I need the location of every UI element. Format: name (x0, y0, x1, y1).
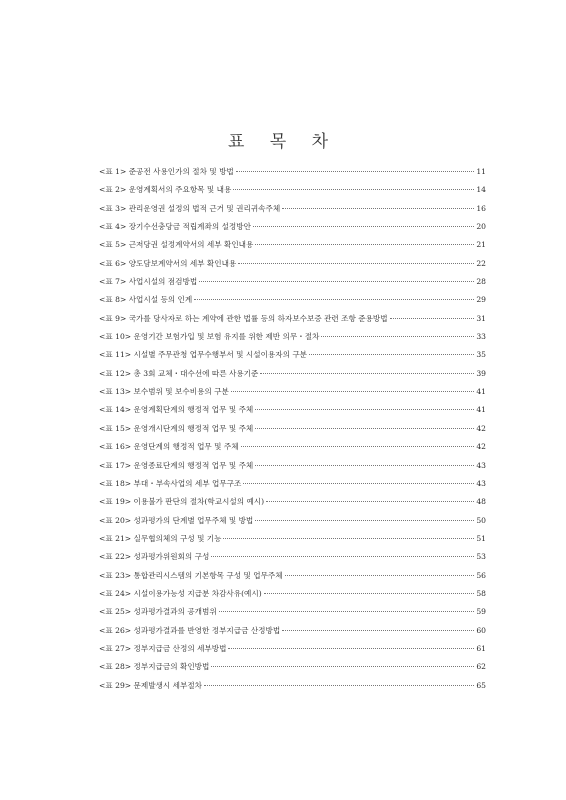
toc-entry-page-number: 43 (476, 460, 486, 470)
toc-entry-label: <표 14> 운영계획단계의 행정적 업무 및 주체 (99, 405, 254, 415)
toc-entry[interactable] (99, 661, 486, 679)
toc-entry-page-number: 11 (476, 167, 486, 176)
dot-leader (228, 648, 474, 649)
toc-entry[interactable] (99, 276, 486, 294)
toc-entry[interactable] (99, 331, 486, 349)
toc-entry[interactable] (99, 496, 486, 514)
toc-entry-label: <표 1> 준공전 사용인가의 절차 및 방법 (99, 167, 234, 176)
toc-entry-page-number: 42 (476, 442, 486, 452)
toc-entry-page-number: 60 (476, 625, 486, 635)
toc-entry-page-number: 31 (476, 313, 486, 323)
dot-leader (243, 483, 474, 484)
dot-leader (390, 318, 475, 319)
toc-entry-page-number: 43 (476, 478, 486, 488)
toc-entry-label: <표 12> 총 3회 교체・대수선에 따른 사용기준 (99, 368, 259, 378)
toc-entry-page-number: 48 (476, 497, 486, 507)
toc-entry-label: <표 28> 정부지급금의 확인방법 (99, 662, 210, 672)
toc-entry-label: <표 27> 정부지급금 산정의 세부방법 (99, 643, 227, 653)
dot-leader (238, 263, 474, 264)
toc-entry-page-number: 59 (476, 607, 486, 617)
dot-leader (255, 428, 474, 429)
toc-entry-label: <표 22> 성과평가위원회의 구성 (99, 552, 210, 562)
toc-entry-page-number: 41 (476, 405, 486, 415)
toc-entry-label: <표 29> 문제발생시 세부절차 (99, 680, 202, 690)
toc-entry-label: <표 24> 시설이용가능성 지급분 차감사유(예시) (99, 588, 262, 598)
toc-entry-label: <표 26> 성과평가결과를 반영한 정부지급금 산정방법 (99, 625, 281, 635)
toc-entry-label: <표 9> 국가를 당사자로 하는 계약에 관한 법률 등의 하자보수보증 관련 조항 준용방법 (99, 313, 388, 323)
dot-leader (219, 611, 475, 612)
toc-entry[interactable] (99, 588, 486, 606)
toc-entry-page-number: 21 (476, 240, 486, 250)
dot-leader (285, 575, 475, 576)
toc-entry-page-number: 28 (476, 277, 486, 287)
toc-entry[interactable] (99, 643, 486, 661)
toc-entry-label: <표 20> 성과평가의 단계별 업무주체 및 방법 (99, 515, 254, 525)
dot-leader (233, 189, 474, 190)
dot-leader (321, 336, 474, 337)
toc-entry-page-number: 16 (476, 203, 486, 213)
dot-leader (223, 538, 474, 539)
toc-entry[interactable] (99, 258, 486, 276)
dot-leader (194, 299, 474, 300)
page-title: 표 목 차 (227, 132, 339, 152)
toc-entry[interactable] (99, 441, 486, 459)
dot-leader (282, 208, 474, 209)
toc-entry-label: <표 5> 근저당권 설정계약서의 세부 확인내용 (99, 240, 254, 250)
toc-entry[interactable] (99, 551, 486, 569)
toc-entry-page-number: 20 (476, 222, 486, 232)
toc-entry-label: <표 10> 운영기간 보험가입 및 보험 유지를 위한 제반 의무・절차 (99, 332, 320, 342)
toc-entry-label: <표 16> 운영단계의 행정적 업무 및 주체 (99, 442, 239, 452)
toc-entry-page-number: 62 (476, 662, 486, 672)
dot-leader (255, 520, 474, 521)
dot-leader (211, 666, 474, 667)
toc-entry[interactable] (99, 404, 486, 422)
toc-entry-page-number: 53 (476, 552, 486, 562)
toc-entry-label: <표 25> 성과평가결과의 공개범위 (99, 607, 217, 617)
toc-entry-page-number: 22 (476, 258, 486, 268)
toc-entry-label: <표 7> 사업시설의 점검방법 (99, 277, 198, 287)
dot-leader (255, 409, 474, 410)
dot-leader (266, 501, 474, 502)
dot-leader (264, 593, 475, 594)
dot-leader (236, 171, 475, 172)
toc-entry-label: <표 21> 실무협의체의 구성 및 기능 (99, 533, 222, 543)
dot-leader (282, 630, 474, 631)
toc-entry[interactable] (99, 349, 486, 367)
toc-entry-page-number: 35 (476, 350, 486, 360)
toc-entry-page-number: 56 (476, 570, 486, 580)
toc-entry-page-number: 39 (476, 368, 486, 378)
dot-leader (204, 685, 474, 686)
toc-entry-page-number: 58 (476, 588, 486, 598)
toc-entry[interactable] (99, 294, 486, 312)
toc-entry-label: <표 23> 통합관리시스템의 기본항목 구성 및 업무주체 (99, 570, 283, 580)
toc-entry[interactable] (99, 166, 486, 184)
toc-entry-label: <표 13> 보수범위 및 보수비용의 구분 (99, 387, 229, 397)
dot-leader (255, 244, 474, 245)
toc-entry[interactable] (99, 625, 486, 643)
toc-entry[interactable] (99, 313, 486, 331)
toc-entry-page-number: 14 (476, 185, 486, 195)
dot-leader (211, 556, 474, 557)
toc-entry-page-number: 61 (476, 643, 486, 653)
toc-entry-label: <표 11> 시설별 주무관청 업무수행부서 및 시설이용자의 구분 (99, 350, 308, 360)
toc-entry-label: <표 18> 부대・부속사업의 세부 업무구조 (99, 478, 242, 488)
toc-entry-label: <표 6> 양도담보계약서의 세부 확인내용 (99, 258, 237, 268)
toc-entry[interactable] (99, 680, 486, 698)
dot-leader (255, 465, 474, 466)
toc-entry-page-number: 51 (476, 533, 486, 543)
toc-entry[interactable] (99, 460, 486, 478)
toc-entry-page-number: 29 (476, 295, 486, 305)
toc-entry[interactable] (99, 570, 486, 588)
toc-entry[interactable] (99, 515, 486, 533)
toc-entry[interactable] (99, 386, 486, 404)
toc-entry[interactable] (99, 203, 486, 221)
toc-entry-page-number: 50 (476, 515, 486, 525)
toc-entry[interactable] (99, 606, 486, 624)
toc-entry-page-number: 41 (476, 387, 486, 397)
toc-entry-label: <표 2> 운영계획서의 주요항목 및 내용 (99, 185, 232, 195)
toc-entry-label: <표 3> 관리운영권 설정의 법적 근거 및 권리귀속주체 (99, 203, 281, 213)
toc-entry-label: <표 15> 운영개시단계의 행정적 업무 및 주체 (99, 423, 254, 433)
toc-entry-page-number: 33 (476, 332, 486, 342)
toc-entry[interactable] (99, 478, 486, 496)
toc-entry-page-number: 42 (476, 423, 486, 433)
toc-entry[interactable] (99, 184, 486, 202)
toc-entry[interactable] (99, 533, 486, 551)
toc-entry[interactable] (99, 239, 486, 257)
dot-leader (199, 281, 474, 282)
dot-leader (241, 446, 475, 447)
toc-entry-label: <표 4> 장기수선충당금 적립계좌의 설정방안 (99, 222, 251, 232)
toc-entry[interactable] (99, 368, 486, 386)
toc-entry-label: <표 19> 이용불가 판단의 절차(학교시설의 예시) (99, 497, 265, 507)
toc-entry[interactable] (99, 423, 486, 441)
table-of-contents (99, 166, 486, 698)
toc-entry[interactable] (99, 221, 486, 239)
dot-leader (253, 226, 474, 227)
dot-leader (260, 373, 474, 374)
dot-leader (231, 391, 475, 392)
toc-entry-page-number: 65 (476, 680, 486, 690)
toc-entry-label: <표 17> 운영종료단계의 행정적 업무 및 주체 (99, 460, 254, 470)
toc-entry-label: <표 8> 사업시설 등의 인계 (99, 295, 193, 305)
dot-leader (309, 354, 474, 355)
